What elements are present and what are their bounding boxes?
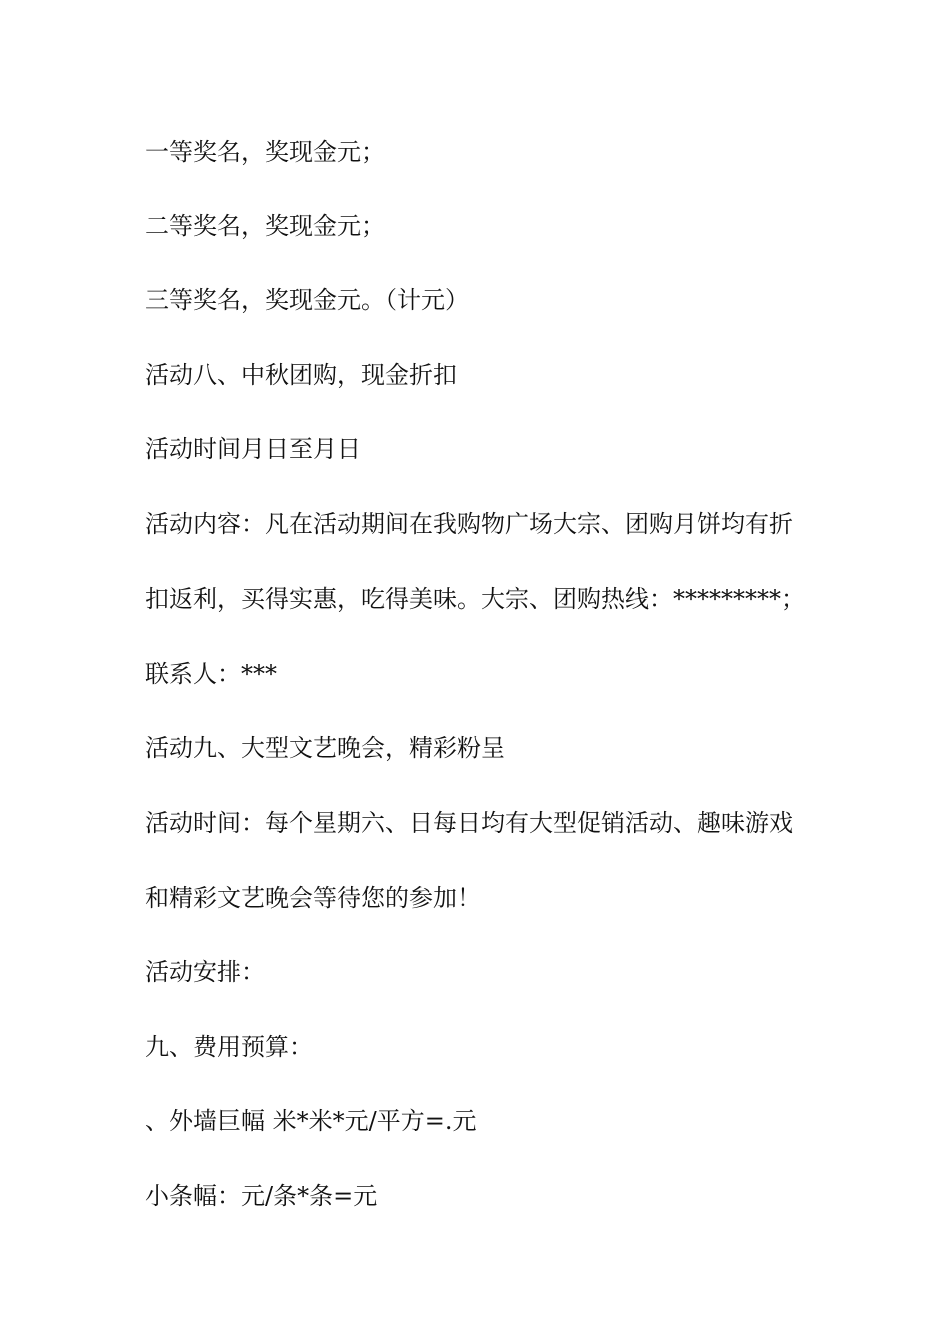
text-line-activity-8-content-cont: 扣返利，买得实惠，吃得美味。大宗、团购热线：*********； xyxy=(145,585,805,613)
section-heading-activity-8: 活动八、中秋团购，现金折扣 xyxy=(145,361,457,389)
text-line-third-prize: 三等奖名，奖现金元。（计元） xyxy=(145,286,469,314)
section-heading-activity-9: 活动九、大型文艺晚会，精彩粉呈 xyxy=(145,734,505,762)
text-line-contact: 联系人：*** xyxy=(145,660,277,688)
text-line-activity-8-content: 活动内容：凡在活动期间在我购物广场大宗、团购月饼均有折 xyxy=(145,510,793,538)
text-line-activity-9-time: 活动时间：每个星期六、日每日均有大型促销活动、趣味游戏 xyxy=(145,809,793,837)
text-line-activity-arrangement: 活动安排： xyxy=(145,958,265,986)
text-line-banner-cost: 、外墙巨幅 米*米*元/平方=.元 xyxy=(145,1107,477,1135)
text-line-second-prize: 二等奖名，奖现金元； xyxy=(145,212,385,240)
text-line-small-banner-cost: 小条幅：元/条*条=元 xyxy=(145,1182,378,1210)
text-line-activity-8-time: 活动时间月日至月日 xyxy=(145,435,361,463)
text-line-activity-9-time-cont: 和精彩文艺晚会等待您的参加！ xyxy=(145,884,481,912)
text-line-first-prize: 一等奖名，奖现金元； xyxy=(145,138,385,166)
section-heading-budget: 九、费用预算： xyxy=(145,1033,313,1061)
